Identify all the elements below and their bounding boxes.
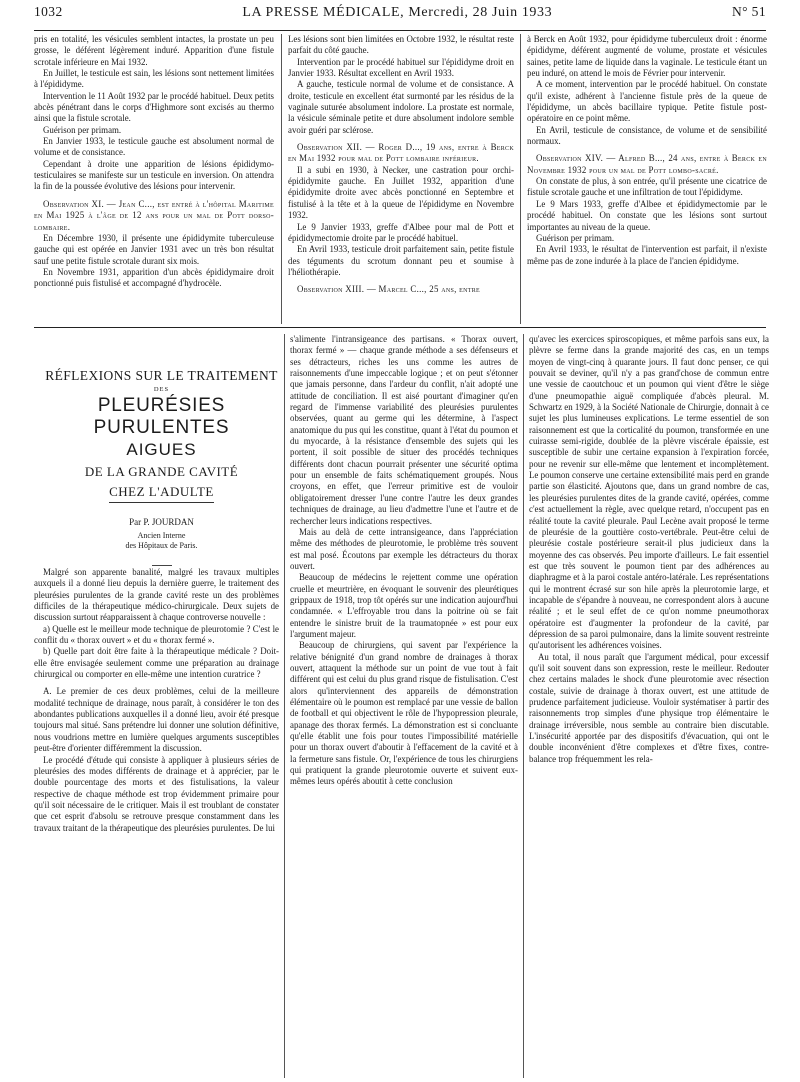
article-title-line-4: DE LA GRANDE CAVITÉ [84, 464, 239, 479]
page-header [34, 4, 766, 31]
column-divider [523, 334, 524, 1078]
article-column-2 [290, 334, 518, 1078]
paragraph: s'alimente l'intransigeance des partisans. « Thorax ouvert, thorax fermé » — chaque grande méthode a ses défenseurs et ses détracteurs, riches les uns comme les autres de raisonnements d'une impeccable logique ; et on peut s'étonner que jamais personne, dans l'ardeur du conflit, n'ait adopté une attitude de conciliation. Il est aisé pourtant d'imaginer qu'en regard de l'immense variabilité des pleurésies purulentes observées, quant au germe qui les détermine, à l'aspect anatomique du pus qui les constitue, quant à l'état du poumon et du myocarde, à la résistance d'ensemble des sujets qui les portent, il soit possible de situer des procédés techniques différents dont chacun pourrait présenter une sécurité optima pour un ensemble de faits schématiquement groupés. Nous croyons, en effet, que l'erreur primitive est de vouloir obligatoirement dresser l'une contre l'autre les deux grandes techniques de drainage, au lieu d'admettre l'une et l'autre et de rechercher leurs indications respectives. [290, 334, 518, 526]
paragraph: Beaucoup de médecins le rejettent comme une opération cruelle et meurtrière, en évoquant le souvenir des pleurétiques grippaux de 1918, trop tôt opérés sur une indication aujourd'hui condamnée. « L'effroyable trou dans la poitrine où se fait entendre le sinistre bruit de la traumatopnée » est pour eux l'argument majeur. [290, 572, 518, 639]
paragraph: Cependant à droite une apparition de lésions épididymo-testiculaires se manifeste sur un testicule en inversion. On attendra la fin de la poussée évolutive des lésions pour intervenir. [34, 158, 274, 192]
paragraph: Guérison per primam. [536, 232, 615, 243]
paragraph: pris en totalité, les vésicules semblent intactes, la prostate un peu grosse, le déférent légèrement induré. Apparition d'une fistule scrotale inférieure en Mai 1932. [34, 34, 274, 67]
journal-title [242, 5, 552, 21]
paragraph: Les lésions sont bien limitées en Octobre 1932, le résultat reste parfait du côté gauche. [288, 34, 514, 56]
paragraph: Intervention par le procédé habituel sur l'épididyme droit en Janvier 1933. Résultat excellent en Avril 1933. [288, 56, 514, 79]
paragraph: En Avril 1933, testicule droit parfaitement sain, petite fistule des téguments du scrotum donnant peu et soumise à l'héliothérapie. [288, 244, 514, 277]
top-column-1 [34, 34, 274, 322]
paragraph: Beaucoup de chirurgiens, qui savent par l'expérience la relative bénignité d'un grand nombre de drainages à thorax ouvert, attaquent la méthode sur un point de vue tout à fait différent qui est celui du plus grand risque de fistulisation. C'est alors qu'interviennent des appareils de démonstration élémentaire où le poumon est remplacé par une vessie de ballon de football et qui objectivent le rôle de l'hypopression pleurale, apanage des thorax fermés. La démonstration est si concluante qu'elle établit une fois pour toutes l'impossibilité matérielle pour un thorax ouvert d'aboutir à l'effacement de la cavité et à la fermeture sans fistule. Or, l'expérience de tous les chirurgiens qui pratiquent la grande pleurotomie ouverte et suivent eux-mêmes leurs opérés aboutit à cette conclusion [290, 640, 518, 787]
paragraph: A ce moment, intervention par le procédé habituel. On constate qu'il existe, adhérent à l'ancienne fistule près de la queue de l'épididyme, un abcès bacillaire typique. Petite fistule post-opératoire en ce point même. [527, 79, 767, 124]
article-title-line-3: AIGUES [126, 440, 197, 459]
paragraph: a) Quelle est le meilleur mode technique de pleurotomie ? C'est le conflit du « thorax ouvert » et du « thorax fermé ». [34, 623, 279, 646]
issue-date: Mercredi, 28 Juin 1933 [408, 5, 553, 20]
title-separator [152, 565, 172, 566]
issue-number: N° 51 [731, 4, 766, 19]
paragraph: b) Quelle part doit être faite à la thérapeutique médicale ? Doit-elle être envisagée seulement comme une préparation au drainage chirurgical ou comporter en elle-même une intention curatrice ? [34, 646, 279, 680]
column-divider [284, 334, 285, 1078]
paragraph: Au total, il nous paraît que l'argument médical, pour excessif qu'il soit souvent dans son expression, reste le meilleur. Redouter chez certains malades le shock d'une pleurotomie avec résection costale, suivie de drainage à thorax ouvert, est une attitude de prudence parfaitement judicieuse. Vouloir systématiser à partir des raisonnements trop simples d'une physique trop élémentaire le drainage irréversible, nous semble au contraire bien discutable. L'insécurité apportée par des dispositifs d'évacuation, qui ont le double inconvénient d'être complexes et d'être fixes, contre-balance trop fréquemment les rela- [529, 651, 769, 764]
author-affiliation-2: des Hôpitaux de Paris. [125, 541, 198, 550]
paragraph: Malgré son apparente banalité, malgré les travaux multiples auxquels il a donné lieu depuis la dernière guerre, le traitement des pleurésies purulentes de la grande cavité reste un des problèmes difficiles de la thérapeutique médico-chirurgicale. Deux sujets de discussion surtout réapparaissent à chaque controverse nouvelle : [34, 567, 279, 623]
column-divider [520, 34, 521, 324]
top-column-2 [288, 34, 514, 322]
article-title-block [34, 338, 289, 566]
paragraph: qu'avec les exercices spiroscopiques, et même parfois sans eux, la plèvre se ferme dans la grande majorité des cas, en un temps moyen de vingt-cinq à quarante jours. Il faut donc penser, ce qui pouvait se deviner, qu'il n'y a pas grand'chose de commun entre une vessie de caoutchouc et un poumon qui vient d'être le siège d'une pneumopathie aiguë compliquée d'abcès pleural. M. Schwartz en 1929, à la Société Nationale de Chirurgie, donnait à ce sujet les plus lumineuses explications. Le terme essentiel de son raisonnement est que la corticalité du poumon, transformée en une cuirasse semi-rigide, doublée de la plèvre viscérale épaissie, est susceptible de subir une certaine expansion à l'expiration forcée, pour ne revenir sur elle-même que lentement et incomplètement. Le poumon conserve une certaine extensibilité mais perd en grande partie son élasticité. Ajoutons que, dans un grand nombre de cas, les pleurésies purulentes dites de la grande cavité, opérées, comme c'est actuellement la règle, avec quelque retard, n'occupent pas en réalité toute la cavité pleurale. Paul Lecène avait proposé le terme de pleurésie de la gouttière costo-vertébrale. Peut-être celui de pleurésie costale postérieure serait-il plus judicieux dans la moyenne des cas observés. Peu importe d'ailleurs. Le fait essentiel est que très souvent le poumon tient par des adhérences au diaphragme et à la paroi costale antéro-latérale. Les représentations qui le montrent écrasé sur son hile après la pleurotomie large, et incapable de s'épandre à nouveau, ne correspondent alors à aucune réalité ; et le seul effet de ce qu'on nomme pneumothorax opératoire est d'augmenter la profondeur de la cavité, par dépression de sa paroi pulmonaire, dans la limite souvent restreinte qu'autorisent les adhérences voisines. [529, 334, 769, 651]
paragraph: On constate de plus, à son entrée, qu'il présente une cicatrice de fistule scrotale gauche et une infiltration de tout l'épididyme. [527, 176, 767, 198]
paragraph: à Berck en Août 1932, pour épididyme tuberculeux droit : énorme épididyme, déférent augmenté de volume, prostate et vésicules saines, petite lame de liquide dans la vaginale. Le testicule étant un peu induré, on attend le mois de Février pour intervenir. [527, 34, 767, 79]
column-divider [281, 34, 282, 324]
article-byline: Par P. JOURDAN [129, 517, 194, 527]
article-title-line-2: PLEURÉSIES PURULENTES [93, 395, 230, 438]
paragraph: Mais au delà de cette intransigeance, dans l'appréciation même des méthodes de pleurotomie, le problème très souvent est mal posé. Écoutons par exemple les détracteurs du thorax ouvert. [290, 526, 518, 571]
section-divider [34, 327, 766, 328]
paragraph: Observation XIV. — Alfred B..., 24 ans, entre à Berck en Novembre 1932 pour un mal de Pott lombo-sacré. [527, 153, 767, 175]
paragraph: Le 9 Mars 1933, greffe d'Albee et épididymectomie par le procédé habituel. On constate que les lésions sont surtout importantes au niveau de la queue. [527, 198, 767, 232]
article-column-1 [34, 567, 279, 1077]
article-title-line-5: CHEZ L'ADULTE [109, 484, 214, 503]
article-title-line-1: RÉFLEXIONS SUR LE TRAITEMENT [45, 368, 278, 383]
article-column-3 [529, 334, 769, 1078]
author-affiliation-1: Ancien Interne [137, 531, 186, 540]
page-number: 1032 [34, 4, 63, 19]
paragraph: Observation XI. — Jean C..., est entré à l'hôpital Maritime en Mai 1925 à l'âge de 12 ans pour un mal de Pott dorso-lombaire. [34, 198, 274, 232]
paragraph: En Décembre 1930, il présente une épididymite tuberculeuse gauche qui est opérée en Janvier 1931 avec un très bon résultat sauf une petite fistule scrotale durant six mois. [34, 232, 274, 266]
paragraph: A gauche, testicule normal de volume et de consistance. A droite, testicule en excellent état surmonté par les résidus de la vaginale suturée absolument indolore. La prostate est normale, la vésicule séminale petite et dure absolument indolore semble avoir guéri par sclérose. [288, 79, 514, 135]
paragraph: Observation XIII. — Marcel C..., 25 ans, entre [297, 284, 480, 295]
paragraph: En Juillet, le testicule est sain, les lésions sont nettement limitées à l'épididyme. [34, 68, 274, 90]
top-column-3 [527, 34, 767, 322]
journal-name: LA PRESSE MÉDICALE, [242, 5, 405, 20]
paragraph: Le procédé d'étude qui consiste à appliquer à plusieurs séries de pleurésies des modes différents de drainage et à apprécier, par le double pourcentage des morts et des fistulisations, la valeur respective de chaque méthode est trop évidemment primaire pour qu'il soit nécessaire de le critiquer. Mais il est troublant de constater que cet esprit d'absolu se retrouve presque constamment dans les travaux traitant de la thérapeutique des pleurésies purulentes. De lui [34, 754, 279, 833]
paragraph: Le 9 Janvier 1933, greffe d'Albee pour mal de Pott et épididymectomie droite par le procédé habituel. [288, 221, 514, 243]
article-title-des: DES [153, 386, 170, 393]
paragraph: Il a subi en 1930, à Necker, une castration pour orchi-épididymite gauche. En Juillet 1932, apparition d'une épididymite droite avec abcès ponctionné en Septembre et fistulisé à la tête et à la queue de l'épididyme en Novembre 1932. [288, 164, 514, 221]
paragraph: Guérison per primam. [43, 124, 122, 135]
paragraph: Observation XII. — Roger D..., 19 ans, entre à Berck en Mai 1932 pour mal de Pott lombaire inférieur. [288, 142, 514, 164]
paragraph: En Novembre 1931, apparition d'un abcès épididymaire droit ponctionné puis fistulisé et accompagné d'hydrocèle. [34, 266, 274, 289]
paragraph: Intervention le 11 Août 1932 par le procédé habituel. Deux petits abcès pénétrant dans le corps d'Highmore sont excisés au thermo ainsi que la fistule scrotale. [34, 90, 274, 124]
paragraph: A. Le premier de ces deux problèmes, celui de la meilleure modalité technique de drainage, nous paraît, à considérer le ton des abondantes publications auxquelles il a donné lieu, avoir été presque toujours mal situé. Sans prétendre lui donner une solution définitive, nous voudrions mettre en lumière quelques arguments susceptibles peut-être d'orienter différemment la discussion. [34, 686, 279, 754]
paragraph: En Janvier 1933, le testicule gauche est absolument normal de volume et de consistance. [34, 136, 274, 158]
paragraph: En Avril 1933, le résultat de l'intervention est parfait, il n'existe même pas de zone indurée à la place de l'ancien épididyme. [527, 244, 767, 266]
paragraph: En Avril, testicule de consistance, de volume et de sensibilité normaux. [527, 124, 767, 147]
